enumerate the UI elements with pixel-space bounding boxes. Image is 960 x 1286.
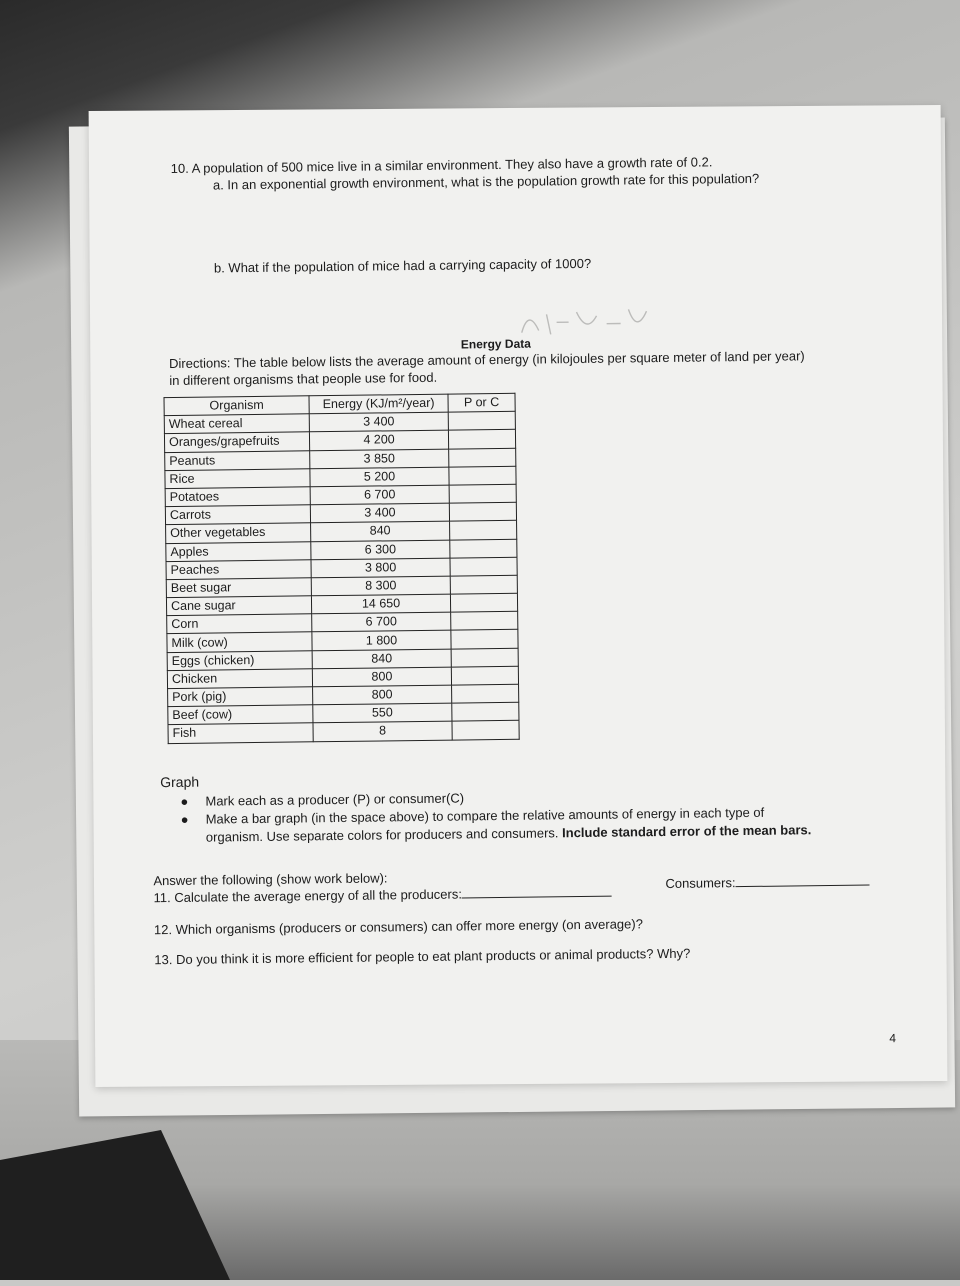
energy-cell: 3 400 [310, 503, 449, 523]
consumers-answer [665, 874, 869, 891]
energy-cell: 6 700 [310, 485, 449, 505]
energy-cell: 4 200 [309, 430, 448, 450]
energy-data-title: Energy Data [460, 336, 531, 352]
directions-line-1: Directions: The table below lists the average amount of energy (in kilojoules per square meter of land per year) [168, 348, 805, 372]
bullet-icon: ● [180, 793, 189, 809]
energy-cell: 6 700 [312, 612, 451, 632]
energy-cell: 6 300 [311, 540, 450, 560]
page-number: 4 [889, 1031, 897, 1046]
question-10-stem: 10. A population of 500 mice live in a similar environment. They also have a growth rate of 0.2. [170, 154, 713, 176]
organism-cell: Peanuts [165, 450, 310, 470]
p-or-c-cell[interactable] [452, 702, 519, 721]
p-or-c-cell[interactable] [448, 430, 515, 449]
energy-cell: 800 [313, 685, 452, 705]
organism-cell: Corn [167, 614, 312, 634]
organism-cell: Milk (cow) [167, 632, 312, 652]
energy-cell: 8 300 [311, 576, 450, 596]
organism-cell: Rice [165, 469, 310, 489]
question-10b: b. What if the population of mice had a carrying capacity of 1000? [213, 255, 592, 276]
consumers-answer-blank[interactable] [735, 874, 869, 888]
organism-cell: Beet sugar [166, 578, 311, 598]
header-organism: Organism [164, 396, 309, 416]
organism-cell: Cane sugar [166, 596, 311, 616]
question-11 [154, 885, 612, 906]
energy-cell: 5 200 [310, 467, 449, 487]
table-row [168, 721, 519, 743]
pencil-scribble-icon [516, 303, 676, 339]
organism-cell: Beef (cow) [168, 705, 313, 725]
directions-line-2: in different organisms that people use for food. [169, 369, 438, 389]
p-or-c-cell[interactable] [452, 684, 519, 703]
graph-bullet-2-text: Make a bar graph (in the space above) to compare the relative amounts of energy in each type of [205, 804, 765, 827]
energy-cell: 840 [311, 521, 450, 541]
energy-cell: 550 [313, 703, 452, 723]
organism-cell: Wheat cereal [164, 414, 309, 434]
p-or-c-cell[interactable] [450, 539, 517, 558]
organism-cell: Apples [166, 541, 311, 561]
p-or-c-cell[interactable] [449, 448, 516, 467]
answer-intro: Answer the following (show work below): [153, 870, 388, 889]
p-or-c-cell[interactable] [450, 575, 517, 594]
p-or-c-cell[interactable] [451, 630, 518, 649]
organism-cell: Other vegetables [166, 523, 311, 543]
p-or-c-cell[interactable] [452, 721, 519, 740]
energy-cell: 8 [313, 721, 452, 741]
graph-bullet-1-text: Mark each as a producer (P) or consumer(C) [205, 790, 465, 809]
header-energy: Energy (KJ/m²/year) [309, 394, 448, 414]
energy-cell: 840 [312, 649, 451, 669]
energy-table [163, 393, 519, 744]
energy-cell: 800 [312, 667, 451, 687]
p-or-c-cell[interactable] [451, 612, 518, 631]
energy-cell: 3 800 [311, 558, 450, 578]
p-or-c-cell[interactable] [449, 502, 516, 521]
p-or-c-cell[interactable] [449, 466, 516, 485]
question-11-text: 11. Calculate the average energy of all the producers: [153, 886, 463, 906]
graph-bullet-2-plain: organism. Use separate colors for producers and consumers. [205, 825, 559, 845]
p-or-c-cell[interactable] [450, 521, 517, 540]
producers-answer-blank[interactable] [462, 885, 612, 899]
energy-cell: 14 650 [311, 594, 450, 614]
p-or-c-cell[interactable] [448, 411, 515, 430]
p-or-c-cell[interactable] [450, 593, 517, 612]
organism-cell: Chicken [167, 669, 312, 689]
p-or-c-cell[interactable] [450, 557, 517, 576]
bullet-icon: ● [180, 811, 189, 827]
question-12: 12. Which organisms (producers or consumers) can offer more energy (on average)? [153, 916, 643, 938]
question-13: 13. Do you think it is more efficient for people to eat plant products or animal products? Why? [154, 945, 691, 968]
organism-cell: Pork (pig) [168, 687, 313, 707]
p-or-c-cell[interactable] [451, 666, 518, 685]
energy-cell: 3 400 [309, 412, 448, 432]
organism-cell: Carrots [165, 505, 310, 525]
p-or-c-cell[interactable] [449, 484, 516, 503]
energy-cell: 1 800 [312, 631, 451, 651]
graph-heading: Graph [160, 773, 200, 791]
header-p-or-c: P or C [448, 393, 515, 412]
graph-bullet-1 [180, 790, 464, 808]
organism-cell: Eggs (chicken) [167, 650, 312, 670]
organism-cell: Potatoes [165, 487, 310, 507]
organism-cell: Oranges/grapefruits [164, 432, 309, 452]
organism-cell: Peaches [166, 559, 311, 579]
graph-bullet-2-bold: Include standard error of the mean bars. [561, 822, 812, 841]
p-or-c-cell[interactable] [451, 648, 518, 667]
consumers-label: Consumers: [665, 875, 736, 891]
organism-cell: Fish [168, 723, 313, 743]
graph-bullet-2-continued [206, 822, 812, 844]
energy-cell: 3 850 [310, 449, 449, 469]
question-10a: a. In an exponential growth environment, what is the population growth rate for this population? [212, 170, 760, 193]
